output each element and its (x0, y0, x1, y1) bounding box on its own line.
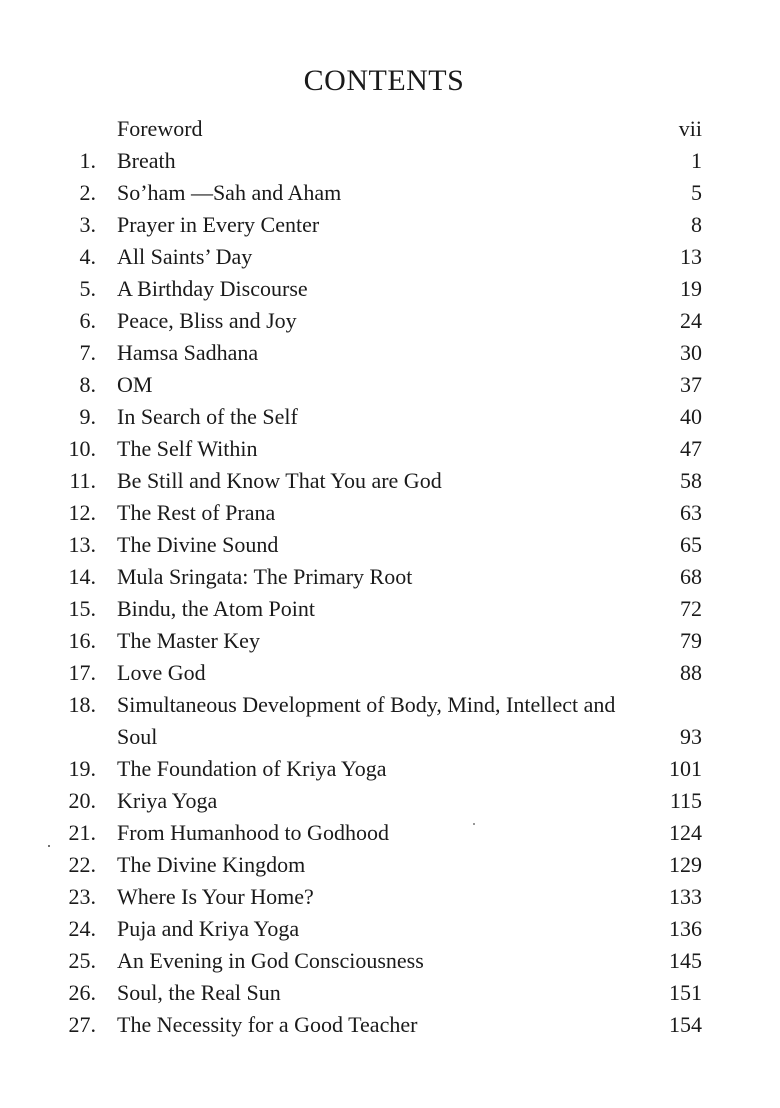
entry-page: 30 (680, 340, 702, 365)
entry-page: 19 (680, 276, 702, 301)
entry-page: 24 (680, 308, 702, 333)
toc-entry (0, 881, 780, 913)
entry-page: 72 (680, 596, 702, 621)
toc-entry (0, 241, 780, 273)
entry-page: 13 (680, 244, 702, 269)
entry-number: 11. (69, 468, 96, 493)
entry-page: 124 (669, 820, 702, 845)
entry-title: Hamsa Sadhana (117, 340, 259, 365)
entry-page: 88 (680, 660, 702, 685)
entry-number: 13. (68, 532, 96, 557)
entry-title: The Foundation of Kriya Yoga (117, 756, 387, 781)
entry-title: Foreword (117, 116, 203, 141)
entry-title: From Humanhood to Godhood (117, 820, 389, 845)
toc-entry (0, 689, 780, 753)
entry-title: Breath (117, 148, 176, 173)
entry-page: 133 (669, 884, 702, 909)
scan-speck (473, 823, 475, 825)
page-title: CONTENTS (303, 64, 465, 98)
toc-entry (0, 497, 780, 529)
entry-page: 37 (680, 372, 702, 397)
entry-page: 68 (680, 564, 702, 589)
entry-number: 26. (68, 980, 96, 1005)
entry-page: 5 (691, 180, 702, 205)
entry-number: 3. (79, 212, 96, 237)
entry-page: 40 (680, 404, 702, 429)
entry-title: An Evening in God Consciousness (117, 948, 424, 973)
toc-entry (0, 273, 780, 305)
toc-entry (0, 337, 780, 369)
toc-entry (0, 1009, 780, 1041)
entry-number: 9. (79, 404, 96, 429)
entry-title: The Rest of Prana (117, 500, 276, 525)
entry-number: 12. (68, 500, 96, 525)
entry-page: 65 (680, 532, 702, 557)
entry-page: vii (678, 116, 702, 141)
entry-title: Where Is Your Home? (117, 884, 314, 909)
entry-number: 14. (68, 564, 96, 589)
entry-title: Kriya Yoga (117, 788, 218, 813)
toc-entry (0, 785, 780, 817)
toc-entry (0, 977, 780, 1009)
entry-number: 27. (68, 1012, 96, 1037)
toc-entry (0, 561, 780, 593)
toc-entry (0, 209, 780, 241)
entry-page: 129 (669, 852, 702, 877)
entry-number: 5. (79, 276, 96, 301)
entry-title: The Self Within (117, 436, 258, 461)
entry-page: 101 (669, 756, 702, 781)
entry-number: 24. (68, 916, 96, 941)
toc-entry (0, 529, 780, 561)
entry-number: 16. (68, 628, 96, 653)
entry-page: 63 (680, 500, 702, 525)
toc-entry (0, 465, 780, 497)
entry-number: 21. (68, 820, 96, 845)
toc-entry (0, 657, 780, 689)
entry-number: 19. (68, 756, 96, 781)
entry-title: The Master Key (117, 628, 260, 653)
entry-number: 17. (68, 660, 96, 685)
entry-number: 4. (79, 244, 96, 269)
toc-entry (0, 369, 780, 401)
entry-number: 18. (68, 692, 96, 717)
entry-number: 15. (68, 596, 96, 621)
toc-entry (0, 625, 780, 657)
entry-page: 8 (691, 212, 702, 237)
toc-entry (0, 753, 780, 785)
entry-page: 58 (680, 468, 702, 493)
entry-number: 20. (68, 788, 96, 813)
entry-page: 93 (680, 724, 702, 749)
toc-entry (0, 177, 780, 209)
entry-title: So’ham —Sah and Aham (117, 180, 342, 205)
entry-page: 136 (669, 916, 702, 941)
entry-title: Puja and Kriya Yoga (117, 916, 300, 941)
entry-number: 8. (79, 372, 96, 397)
entry-title: A Birthday Discourse (117, 276, 308, 301)
entry-page: 47 (680, 436, 702, 461)
toc-entry (0, 913, 780, 945)
entry-number: 6. (79, 308, 96, 333)
entry-title: In Search of the Self (117, 404, 298, 429)
entry-number: 25. (68, 948, 96, 973)
entry-page: 145 (669, 948, 702, 973)
entry-page: 79 (680, 628, 702, 653)
toc-entry (0, 849, 780, 881)
entry-title: Bindu, the Atom Point (117, 596, 316, 621)
entry-title: Simultaneous Development of Body, Mind, Intellect and Soul (117, 692, 616, 749)
entry-title: The Divine Sound (117, 532, 279, 557)
entry-number: 23. (68, 884, 96, 909)
entry-number: 10. (68, 436, 96, 461)
entry-page: 1 (691, 148, 702, 173)
entry-title: The Necessity for a Good Teacher (117, 1012, 418, 1037)
entry-title: Mula Sringata: The Primary Root (117, 564, 413, 589)
scan-speck (48, 845, 50, 847)
toc-list (0, 113, 780, 1041)
entry-title: The Divine Kingdom (117, 852, 306, 877)
toc-entry (0, 305, 780, 337)
entry-title: Love God (117, 660, 206, 685)
entry-page: 154 (669, 1012, 702, 1037)
toc-entry (0, 817, 780, 849)
toc-entry (0, 593, 780, 625)
entry-title: Prayer in Every Center (117, 212, 320, 237)
toc-entry (0, 945, 780, 977)
entry-number: 1. (79, 148, 96, 173)
entry-title: All Saints’ Day (117, 244, 253, 269)
entry-title: Soul, the Real Sun (117, 980, 281, 1005)
entry-number: 22. (68, 852, 96, 877)
entry-title: Be Still and Know That You are God (117, 468, 442, 493)
entry-title: OM (117, 372, 153, 397)
entry-title: Peace, Bliss and Joy (117, 308, 297, 333)
entry-number: 7. (79, 340, 96, 365)
toc-entry (0, 113, 780, 145)
toc-entry (0, 401, 780, 433)
entry-page: 151 (669, 980, 702, 1005)
entry-page: 115 (669, 788, 702, 813)
toc-entry (0, 433, 780, 465)
toc-entry (0, 145, 780, 177)
entry-number: 2. (79, 180, 96, 205)
